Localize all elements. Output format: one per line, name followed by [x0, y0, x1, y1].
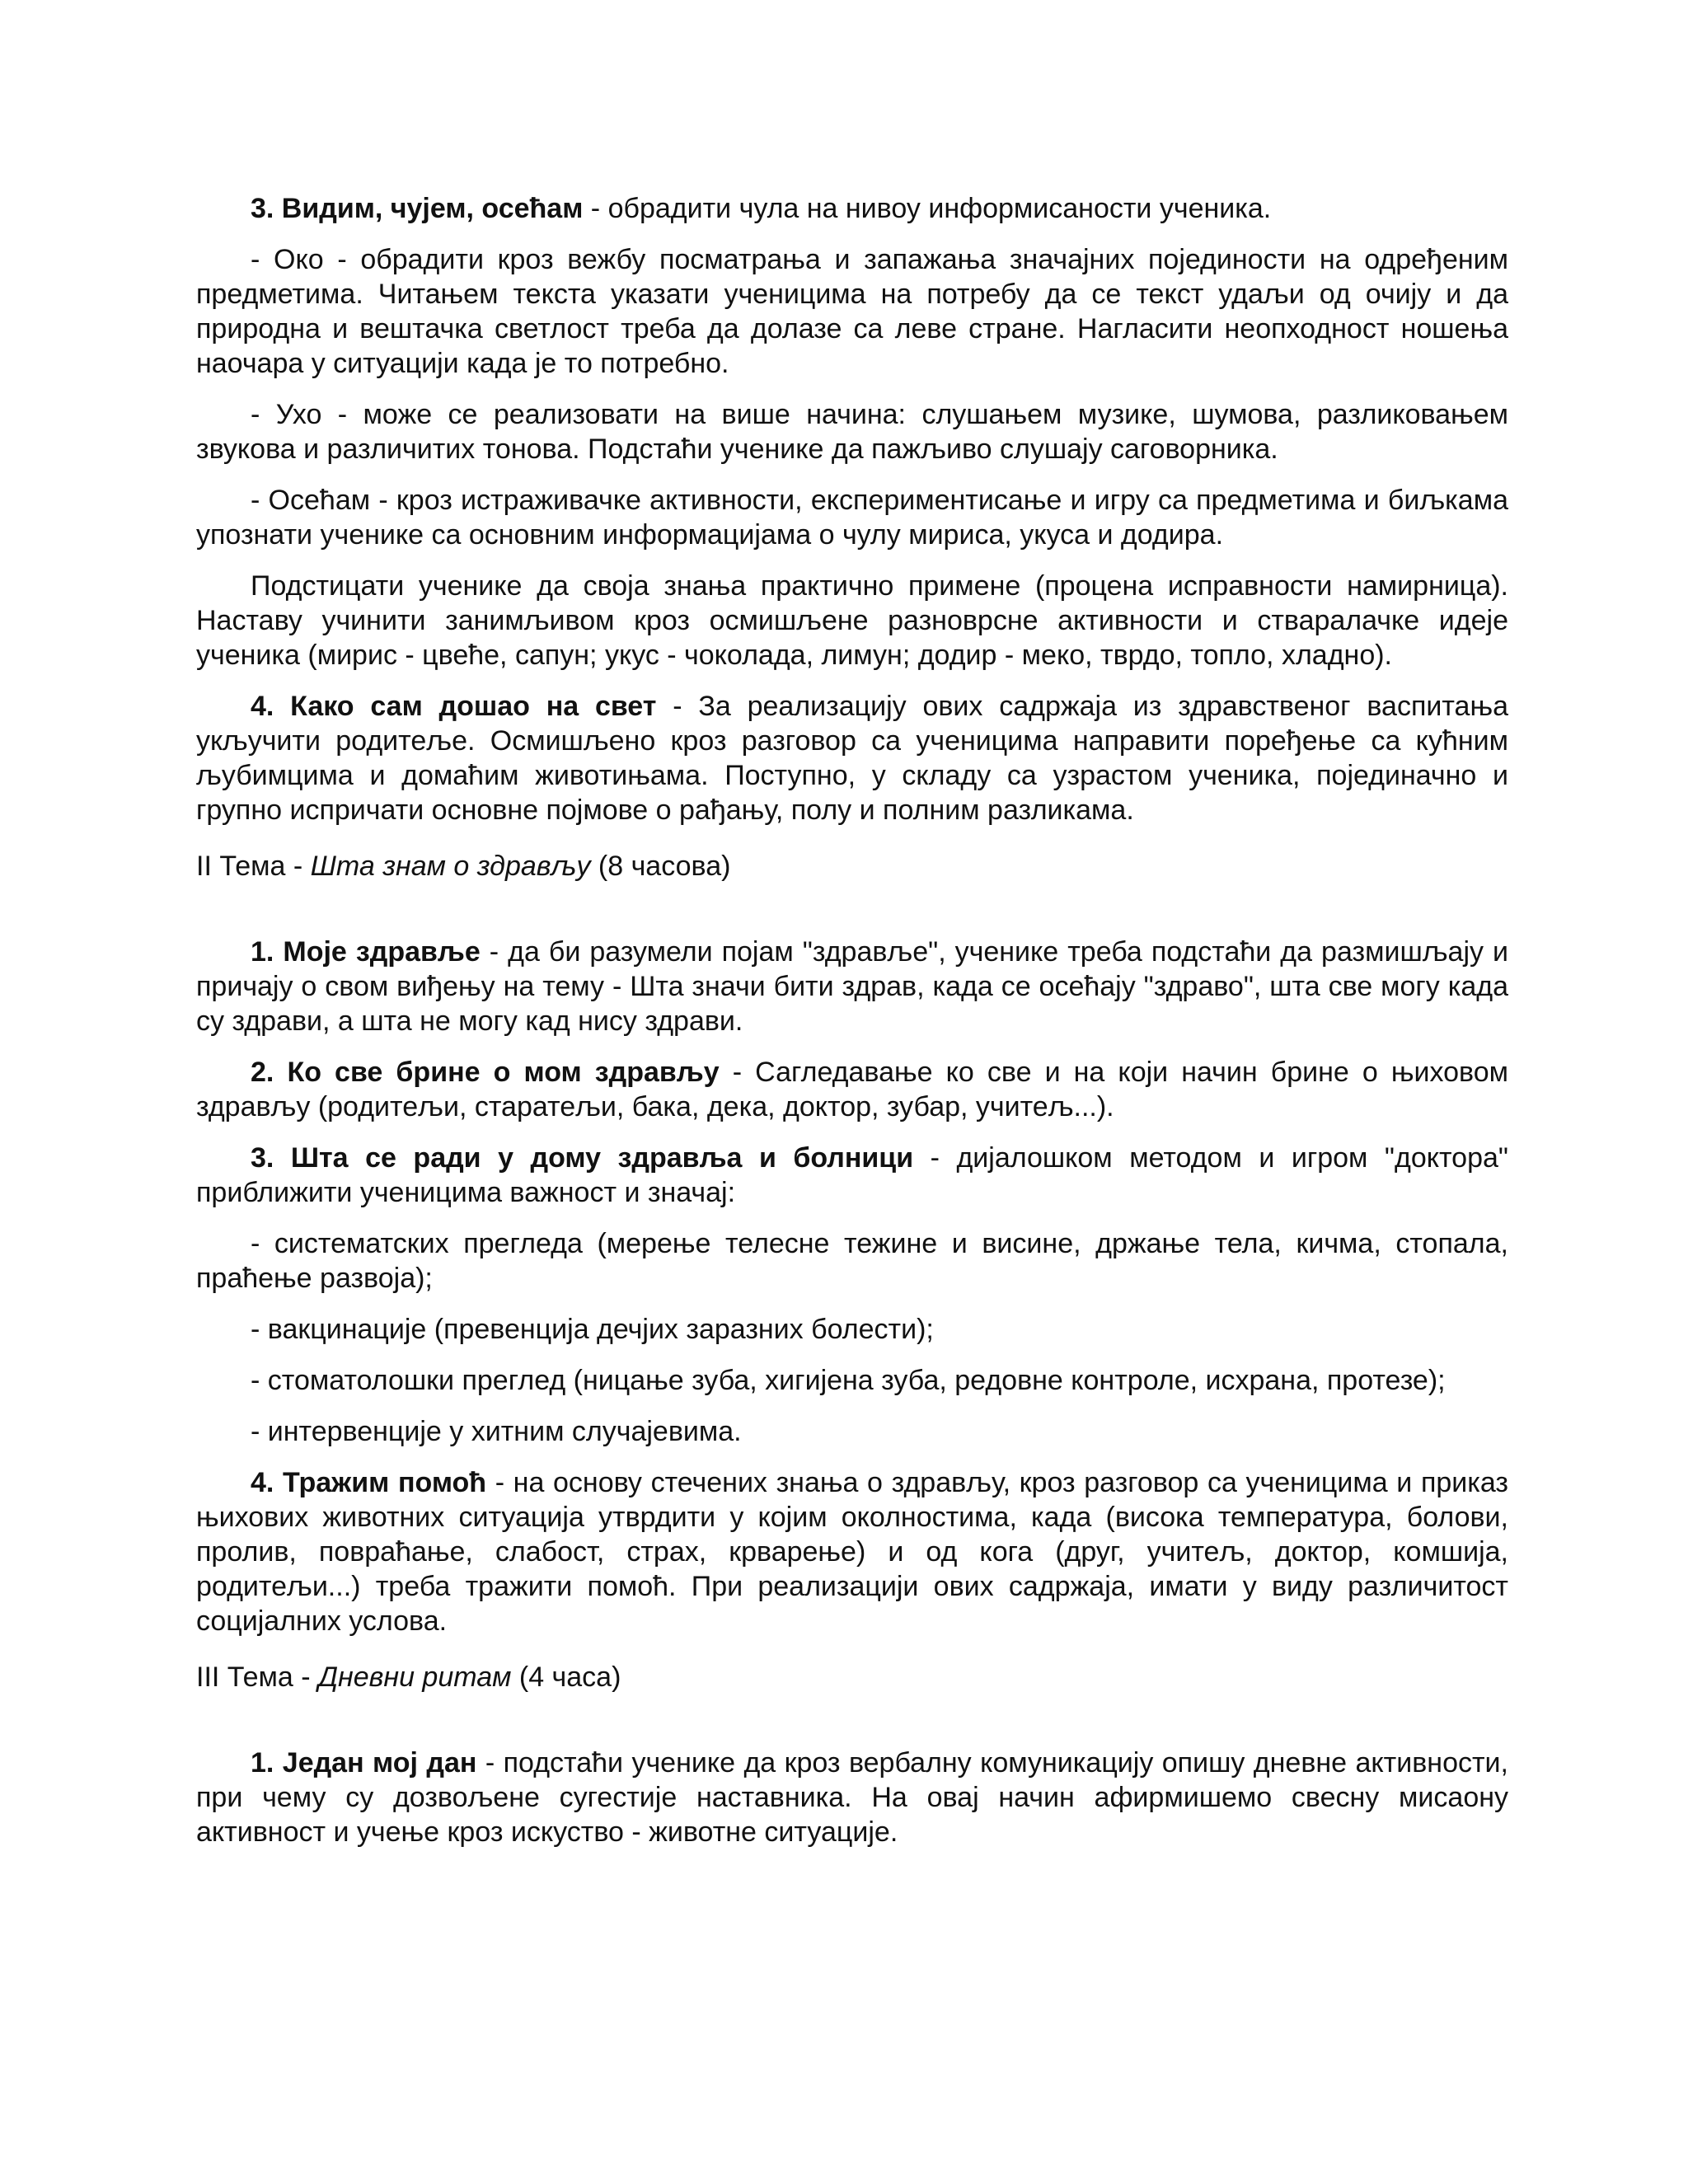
paragraph-my-day [196, 1746, 1508, 1849]
item-title: 4. Тражим помоћ [251, 1467, 487, 1498]
paragraph-text: - на основу стечених знања о здрављу, кроз разговор са ученицима и приказ њихових животних ситуација утврдити у којим околностима, када (висока температура, болови, пролив, повраћање, слабост, страх, крварење) и од кога (друг, учитељ, доктор, комшија, родитељи...) треба тражити помоћ. При реализацији ових садржаја, имати у виду различитост социјалних услова. [196, 1467, 1508, 1637]
paragraph-health-center [196, 1141, 1508, 1210]
item-title: 1. Моје здравље [251, 936, 481, 968]
paragraph-feel: - Осећам - кроз истраживачке активности, експериментисање и игру са предметима и биљкама упознати ученике са основним информацијама о чулу мириса, укуса и додира. [196, 485, 1508, 551]
list-item-emergency: - интервенције у хитним случајевима. [251, 1416, 742, 1447]
heading-prefix: II Тема - [196, 851, 311, 882]
paragraph-how-born [196, 689, 1508, 827]
list-item-checkups: - систематских прегледа (мерење телесне тежине и висине, држање тела, кичма, стопала, праћење развоја); [196, 1228, 1508, 1294]
list-item-dental: - стоматолошки преглед (ницање зуба, хигијена зуба, редовне контроле, исхрана, протезе); [251, 1365, 1446, 1396]
section-heading-theme-3 [196, 1660, 1508, 1694]
paragraph-text: - За реализацију ових садржаја из здравственог васпитања укључити родитеље. Осмишљено кроз разговор са ученицима направити поређење са кућним љубимцима и домаћим животињама. Поступно, у складу са узрастом ученика, појединачно и групно испричати основне појмове о рађању, полу и полним разликама. [196, 691, 1508, 826]
heading-prefix: III Тема - [196, 1661, 319, 1693]
paragraph-text: - подстаћи ученике да кроз вербалну комуникацију опишу дневне активности, при чему су дозвољене сугестије наставника. На овај начин афирмишемо свесну мисаону активност и учење кроз искуство - животне ситуације. [196, 1747, 1508, 1848]
item-title: 1. Један мој дан [251, 1747, 477, 1779]
paragraph-my-health [196, 935, 1508, 1038]
paragraph-encourage: Подстицати ученике да своја знања практично примене (процена исправности намирница). Наставу учинити занимљивом кроз осмишљене разноврсне активности и стваралачке идеје ученика (мирис - цвеће, сапун; укус - чоколада, лимун; додир - меко, тврдо, топло, хладно). [196, 570, 1508, 671]
heading-title: Дневни ритам [318, 1661, 512, 1693]
paragraph-senses-intro [196, 191, 1508, 226]
section-heading-theme-2 [196, 849, 1508, 883]
paragraph-text: - обрадити чула на нивоу информисаности ученика. [583, 193, 1272, 224]
item-title: 4. Како сам дошао на свет [251, 691, 657, 722]
heading-suffix: (8 часова) [590, 851, 731, 882]
item-title: 3. Видим, чујем, осећам [251, 193, 584, 224]
paragraph-text: - дијалошком методом и игром "доктора" приближити ученицима важност и значај: [196, 1142, 1508, 1208]
paragraph-seek-help [196, 1465, 1508, 1638]
paragraph-text: - Сагледавање ко све и на који начин брине о њиховом здрављу (родитељи, старатељи, бака, дека, доктор, зубар, учитељ...). [196, 1057, 1509, 1122]
paragraph-who-cares [196, 1055, 1508, 1124]
list-item-vaccination: - вакцинације (превенција дечјих заразних болести); [251, 1314, 934, 1345]
item-title: 3. Шта се ради у дому здравља и болници [251, 1142, 914, 1174]
heading-title: Шта знам о здрављу [310, 851, 591, 882]
paragraph-eye: - Око - обрадити кроз вежбу посматрања и запажања значајних појединости на одређеним предметима. Читањем текста указати ученицима на потребу да се текст удаљи од очију и да природна и вештачка светлост треба да долазе са леве стране. Нагласити неопходност ношења наочара у ситуацији када је то потребно. [196, 244, 1508, 379]
item-title: 2. Ко све брине о мом здрављу [251, 1057, 720, 1088]
paragraph-text: - да би разумели појам "здравље", ученике треба подстаћи да размишљају и причају о свом виђењу на тему - Шта значи бити здрав, када се осећају "здраво", шта све могу када су здрави, а шта не могу кад нису здрави. [196, 936, 1508, 1037]
document-page [196, 191, 1508, 1866]
heading-suffix: (4 часа) [511, 1661, 621, 1693]
paragraph-ear: - Ухо - може се реализовати на више начина: слушањем музике, шумова, разликовањем звукова и различитих тонова. Подстаћи ученике да пажљиво слушају саговорника. [196, 399, 1508, 465]
